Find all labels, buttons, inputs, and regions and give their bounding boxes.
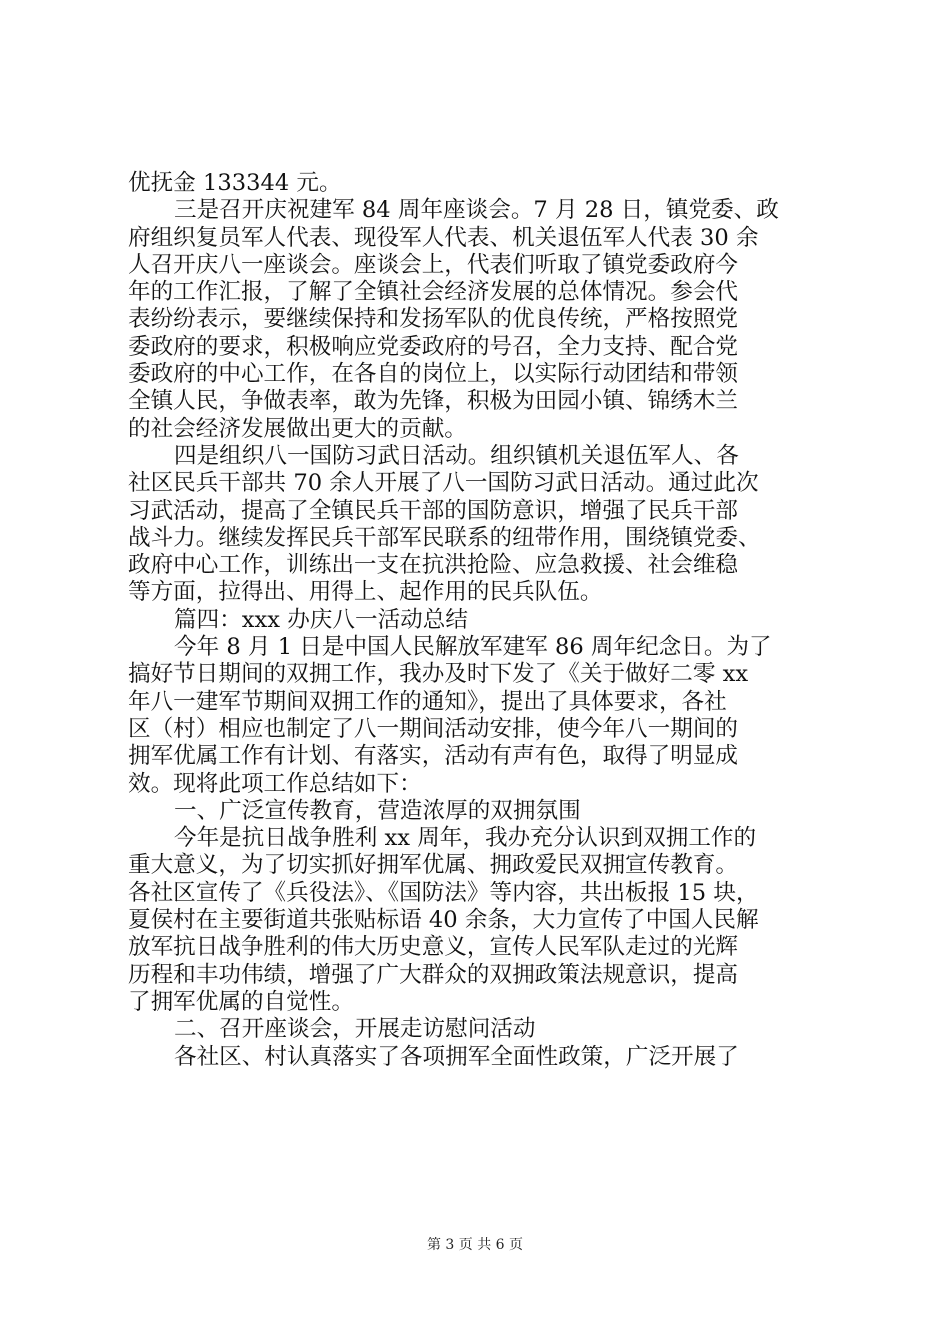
text-line: 二、召开座谈会，开展走访慰问活动 (174, 1016, 536, 1043)
text-line: 府组织复员军人代表、现役军人代表、机关退伍军人代表 30 余 (128, 224, 759, 251)
text-line: 战斗力。继续发挥民兵干部军民联系的纽带作用，围绕镇党委、 (128, 524, 761, 551)
text-line: 政府中心工作，训练出一支在抗洪抢险、应急救援、社会维稳 (128, 552, 739, 579)
text-line: 等方面，拉得出、用得上、起作用的民兵队伍。 (128, 579, 603, 606)
document-body (128, 170, 833, 1071)
text-line: 了拥军优属的自觉性。 (128, 988, 354, 1015)
text-line: 的社会经济发展做出更大的贡献。 (128, 415, 467, 442)
text-line: 今年是抗日战争胜利 xx 周年，我办充分认识到双拥工作的 (174, 825, 757, 852)
text-line: 委政府的中心工作，在各自的岗位上，以实际行动团结和带领 (128, 361, 739, 388)
text-line: 年的工作汇报，了解了全镇社会经济发展的总体情况。参会代 (128, 279, 739, 306)
text-line: 委政府的要求，积极响应党委政府的号召，全力支持、配合党 (128, 333, 739, 360)
text-line: 区（村）相应也制定了八一期间活动安排，使今年八一期间的 (128, 715, 739, 742)
text-line: 篇四：xxx 办庆八一活动总结 (174, 606, 468, 633)
text-line: 各社区、村认真落实了各项拥军全面性政策，广泛开展了 (174, 1043, 739, 1070)
text-line: 搞好节日期间的双拥工作，我办及时下发了《关于做好二零 xx (128, 661, 749, 688)
text-line: 历程和丰功伟绩，增强了广大群众的双拥政策法规意识，提高 (128, 961, 739, 988)
text-line: 全镇人民，争做表率，敢为先锋，积极为田园小镇、锦绣木兰 (128, 388, 739, 415)
text-line: 一、广泛宣传教育，营造浓厚的双拥氛围 (174, 797, 581, 824)
text-line: 拥军优属工作有计划、有落实，活动有声有色，取得了明显成 (128, 743, 739, 770)
page-number: 第 3 页 共 6 页 (426, 1237, 524, 1253)
text-line: 效。现将此项工作总结如下： (128, 770, 422, 797)
text-line: 各社区宣传了《兵役法》、《国防法》等内容，共出板报 15 块， (128, 879, 759, 906)
text-line: 三是召开庆祝建军 84 周年座谈会。7 月 28 日，镇党委、政 (174, 197, 779, 224)
text-line: 人召开庆八一座谈会。座谈会上，代表们听取了镇党委政府今 (128, 251, 739, 278)
text-line: 优抚金 133344 元。 (128, 170, 342, 196)
text-line: 放军抗日战争胜利的伟大历史意义，宣传人民军队走过的光辉 (128, 934, 739, 961)
text-line: 夏侯村在主要街道共张贴标语 40 余条，大力宣传了中国人民解 (128, 907, 759, 934)
text-line: 今年 8 月 1 日是中国人民解放军建军 86 周年纪念日。为了 (174, 634, 772, 661)
text-line: 重大意义，为了切实抓好拥军优属、拥政爱民双拥宣传教育。 (128, 852, 739, 879)
text-line: 习武活动，提高了全镇民兵干部的国防意识，增强了民兵干部 (128, 497, 739, 524)
text-line: 年八一建军节期间双拥工作的通知》，提出了具体要求，各社 (128, 688, 727, 715)
text-line: 表纷纷表示，要继续保持和发扬军队的优良传统，严格按照党 (128, 306, 739, 333)
text-line: 四是组织八一国防习武日活动。组织镇机关退伍军人、各 (174, 442, 739, 469)
text-line: 社区民兵干部共 70 余人开展了八一国防习武日活动。通过此次 (128, 470, 759, 497)
